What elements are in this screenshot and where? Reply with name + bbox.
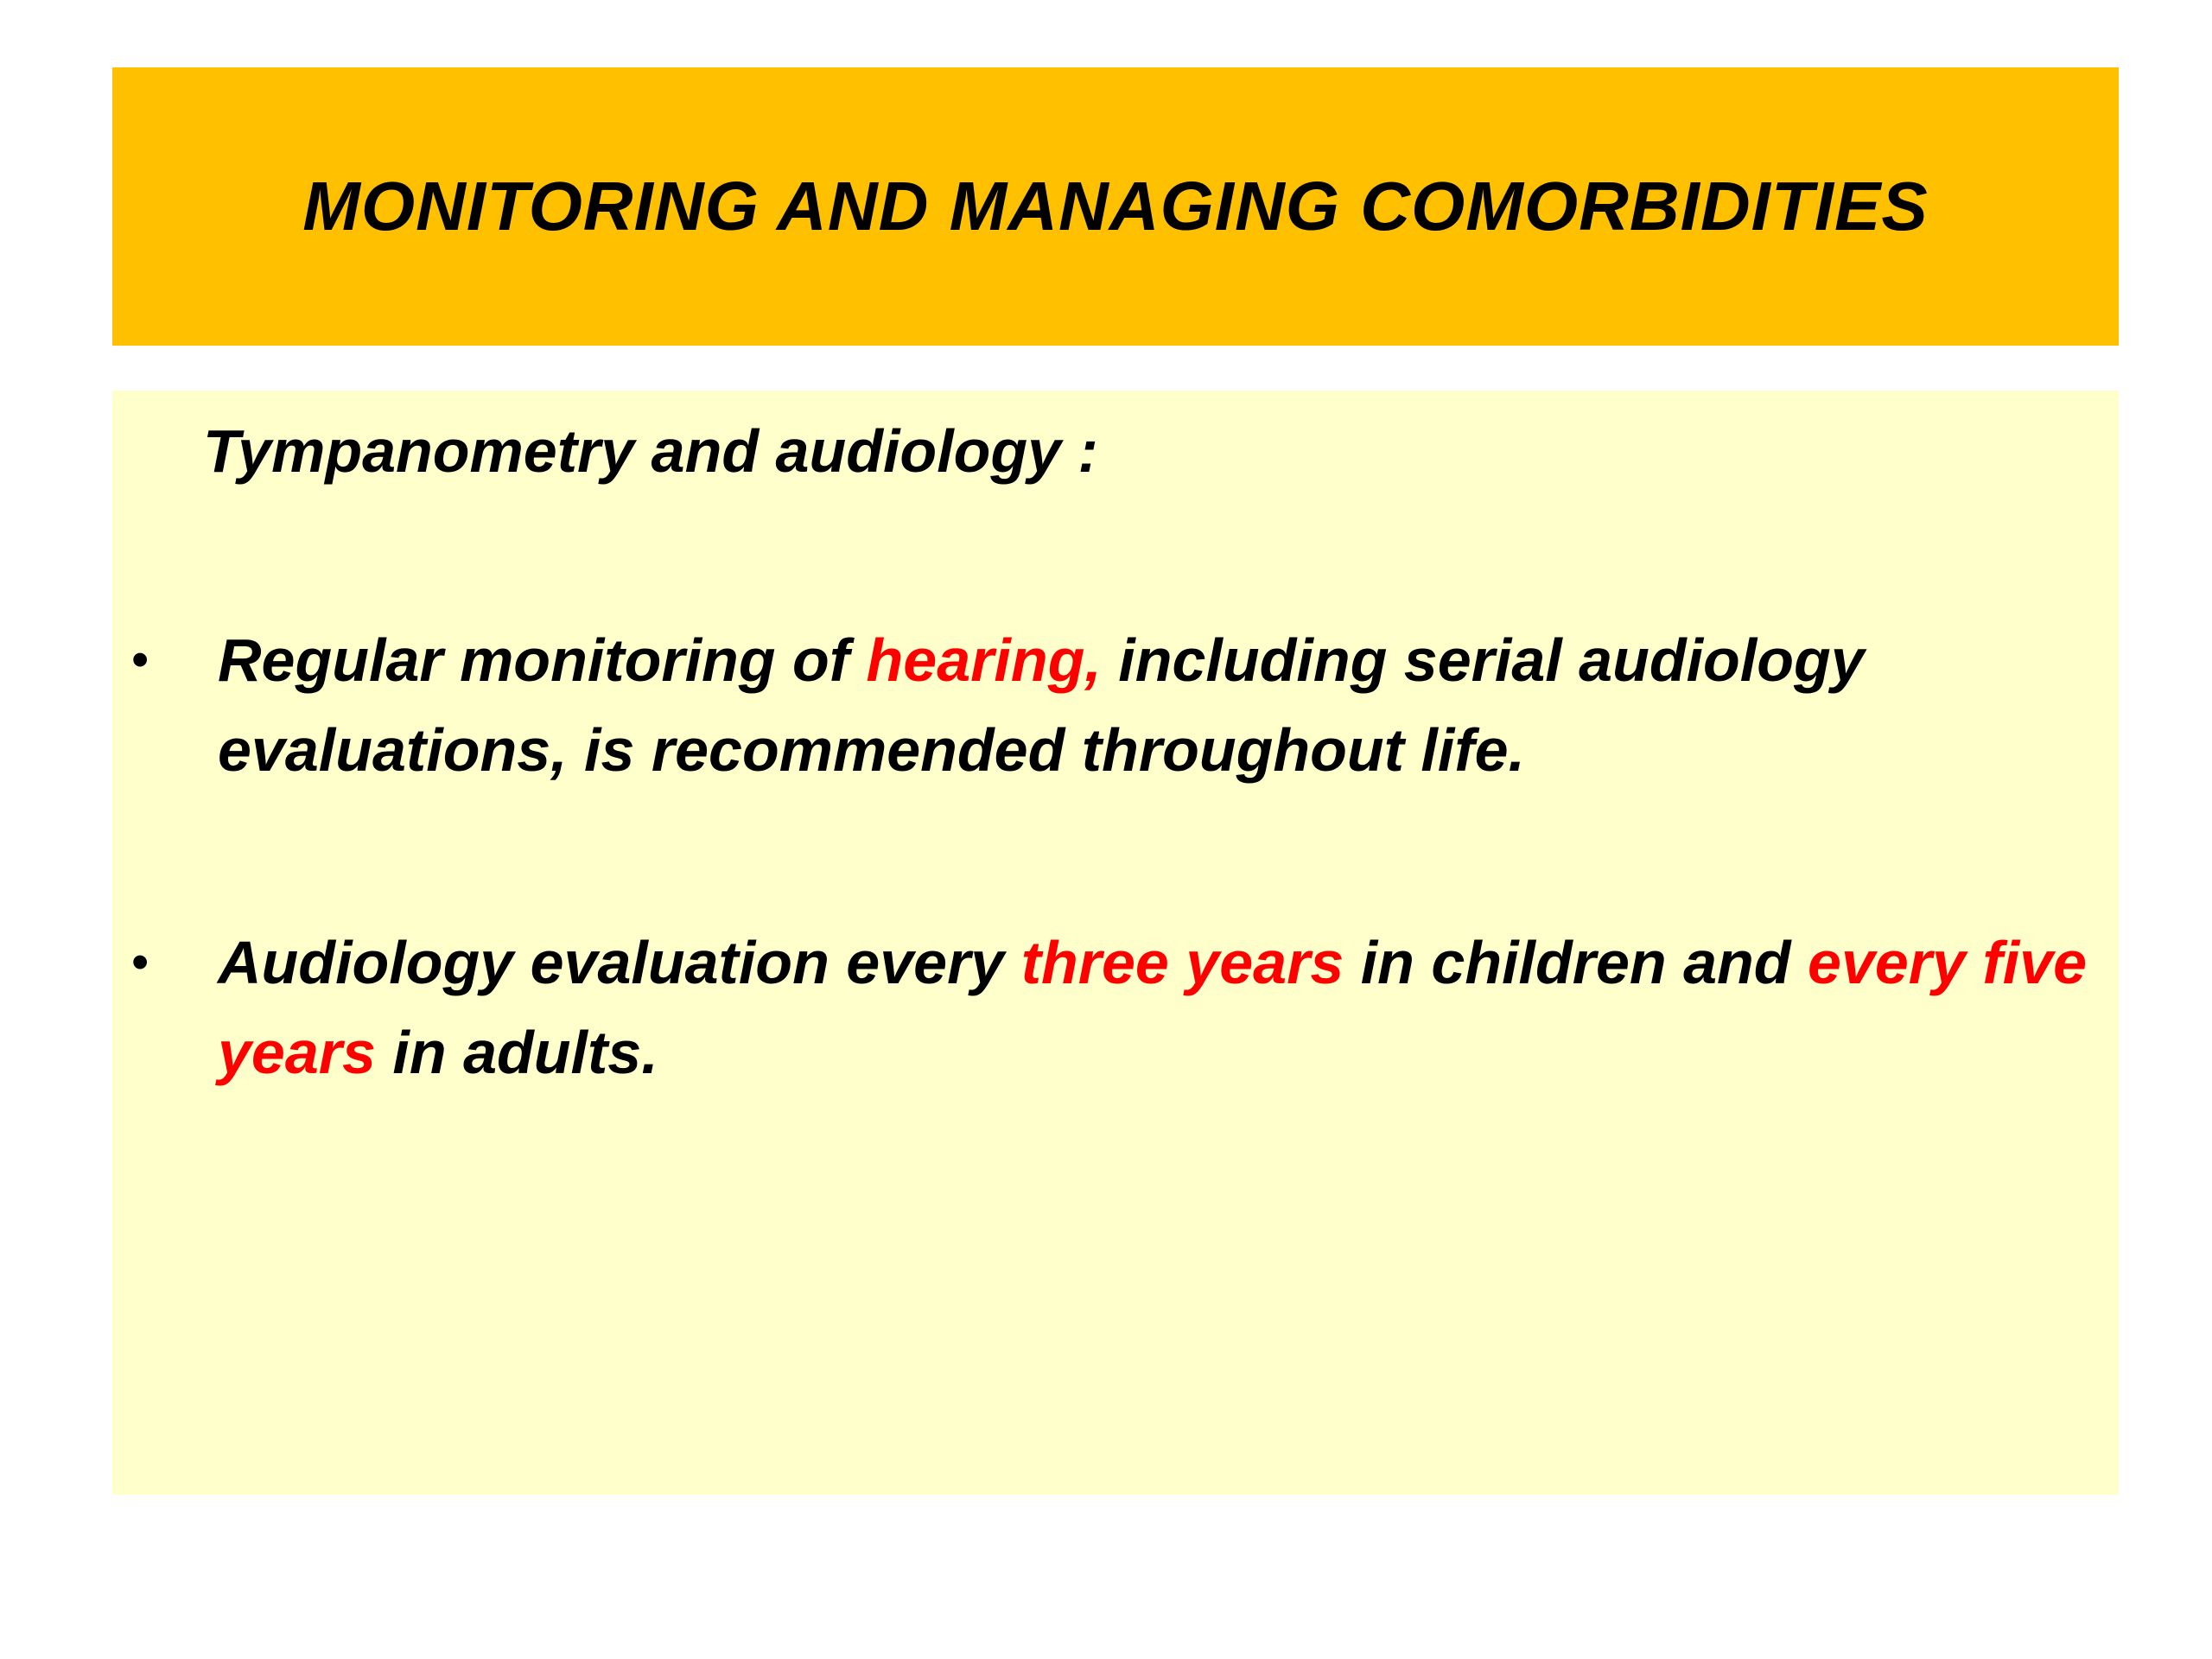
- section-subheading: Tympanometry and audiology :: [203, 417, 1098, 485]
- bullet-dot-icon: •: [131, 632, 149, 688]
- bullet-text: in adults.: [375, 1019, 658, 1086]
- slide-title: MONITORING AND MANAGING COMORBIDITIES: [302, 168, 1929, 245]
- bullet-text: Audiology evaluation every: [218, 929, 1021, 996]
- highlighted-text: three years: [1020, 929, 1344, 996]
- bullet-text: Regular monitoring of: [218, 626, 867, 694]
- bullet-item-audiology-frequency: [112, 918, 2100, 1097]
- bullet-text: including serial audiology evaluations, is recommended throughout life.: [218, 626, 1865, 784]
- highlighted-text: hearing,: [866, 626, 1102, 694]
- highlighted-text: every five years: [218, 929, 2088, 1086]
- bullet-item-hearing-monitoring: [112, 615, 2100, 795]
- slide-title-bar: [112, 67, 2119, 346]
- bullet-text: in children and: [1344, 929, 1808, 996]
- bullet-dot-icon: •: [131, 934, 149, 990]
- bullet-list: [112, 615, 2100, 1220]
- slide-content-box: [112, 391, 2119, 1495]
